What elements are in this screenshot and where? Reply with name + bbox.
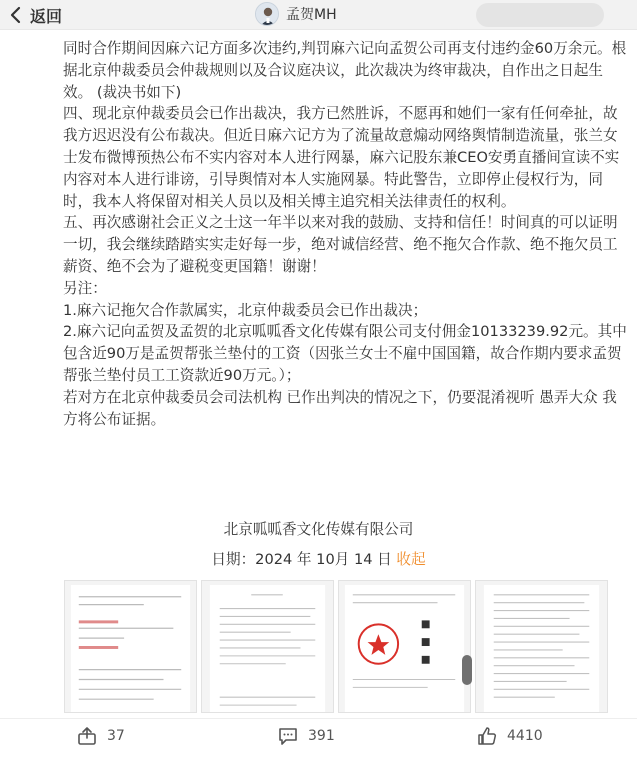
post-content [63, 38, 631, 430]
paragraph-verdict: 同时合作期间因麻六记方面多次违约,判罚麻六记向孟贺公司再支付违约金60万余元。根据北京仲裁委员会仲裁规则以及合议庭决议，此次裁决为终审裁决，自作出之日起生效。 (裁决书如下) [63, 40, 627, 101]
username[interactable]: 孟贺MH [286, 7, 337, 23]
top-bar [0, 0, 637, 30]
closing-statement: 若对方在北京仲裁委员会司法机构 已作出判决的情况之下，仍要混淆视听 愚弄大众 我方将公布证据。 [63, 388, 617, 428]
follow-button-fill [476, 3, 604, 27]
document-stamp-icon [339, 581, 470, 712]
comment-button[interactable] [277, 725, 335, 747]
like-button[interactable] [476, 725, 543, 747]
collapse-link[interactable]: 收起 [396, 551, 426, 568]
user-info[interactable] [255, 2, 337, 26]
thumbs-up-icon [476, 725, 498, 747]
document-thumbnail-2[interactable] [201, 580, 334, 713]
paragraph-five: 五、再次感谢社会正义之士这一年半以来对我的鼓励、支持和信任！时间真的可以证明一切，我会继续踏踏实实走好每一步，绝对诚信经营、绝不拖欠合作款、绝不拖欠员工薪资、绝不会为了避税变更国籍！谢谢！ [63, 214, 618, 275]
gallery-next-handle[interactable] [462, 655, 472, 685]
document-thumbnail-4[interactable] [475, 580, 608, 713]
avatar[interactable] [255, 2, 279, 26]
date-text: 日期：2024 年 10月 14 日 [211, 551, 392, 568]
image-gallery [64, 580, 608, 713]
share-button[interactable] [76, 725, 125, 747]
document-image-icon [65, 581, 196, 712]
follow-button[interactable] [476, 3, 604, 27]
comment-count: 391 [308, 728, 335, 744]
share-count: 37 [107, 728, 125, 744]
paragraph-four: 四、现北京仲裁委员会已作出裁决，我方已然胜诉，不愿再和她们一家有任何牵扯，故我方迟迟没有公布裁决。但近日麻六记方为了流量故意煽动网络舆情制造流量，张兰女士发布微博预热公布不实内容对本人进行网暴，麻六记股东兼CEO安勇直播间宣读不实内容对本人进行诽谤，引导舆情对本人实施网暴。特此警告，立即停止侵权行为，同时，我本人将保留对相关人员以及相关博主追究相关法律责任的权利。 [63, 105, 620, 210]
like-count: 4410 [507, 728, 543, 744]
document-image-icon [202, 581, 333, 712]
chevron-left-icon [6, 4, 28, 26]
company-name: 北京呱呱香文化传媒有限公司 [223, 521, 414, 538]
action-bar [0, 718, 637, 758]
note-heading: 另注： [63, 279, 107, 297]
note-one: 1.麻六记拖欠合作款属实，北京仲裁委员会已作出裁决； [63, 301, 428, 319]
comment-icon [277, 725, 299, 747]
back-button[interactable] [6, 4, 62, 26]
back-label: 返回 [30, 6, 63, 26]
person-icon [256, 3, 279, 26]
note-two: 2.麻六记向孟贺及孟贺的北京呱呱香文化传媒有限公司支付佣金10133239.92元。其中包含近90万是孟贺帮张兰垫付的工资（因张兰女士不雇中国国籍，故合作期内要求孟贺帮张兰垫付员工工资款近90万元。）； [63, 323, 627, 384]
date-line [0, 549, 637, 571]
document-thumbnail-3[interactable] [338, 580, 471, 713]
document-image-icon [476, 581, 607, 712]
document-thumbnail-1[interactable] [64, 580, 197, 713]
share-icon [76, 725, 98, 747]
